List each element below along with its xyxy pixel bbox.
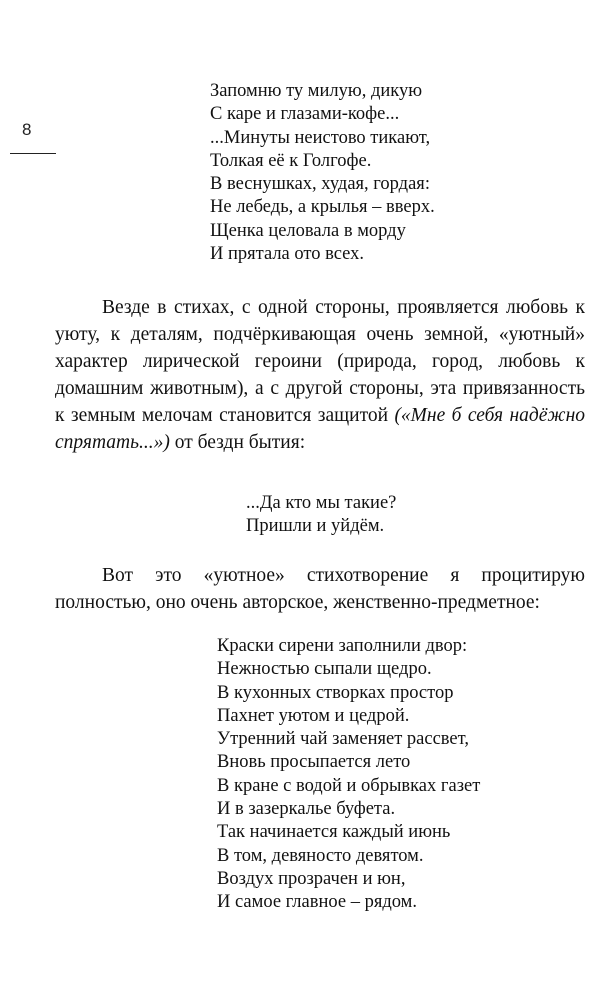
verse-line: С каре и глазами-кофе...: [210, 104, 400, 125]
body-paragraph-2: Вот это «уютное» стихотворение я процитирую полностью, оно очень авторское, женственно-предметное:: [55, 565, 585, 613]
verse-line: В том, девяносто девятом.: [217, 845, 424, 866]
verse-line: Так начинается каждый июнь: [217, 822, 451, 843]
verse-line: Вновь просыпается лето: [217, 752, 411, 773]
verse-line: Нежностью сыпали щедро.: [217, 659, 432, 680]
verse-line: В кухонных створках простор: [217, 682, 454, 703]
verse-line: ...Да кто мы такие?: [246, 493, 397, 513]
verse-line: Утренний чай заменяет рассвет,: [217, 729, 469, 750]
verse-line: Пришли и уйдём.: [246, 516, 385, 537]
paragraph-text: Везде в стихах, с одной стороны, проявляется любовь к уюту, к деталям, подчёркивающая очень земной, «уютный» характер лирической героини (природа, город, любовь к домашним животным), а с другой стороны, эта привязанность к земным мелочам становится защитой: [55, 297, 585, 426]
verse-line: Запомню ту милую, дикую: [210, 81, 423, 101]
verse-line: И самое главное – рядом.: [217, 892, 417, 913]
poem-full-text: [217, 635, 480, 915]
verse-line: Пахнет уютом и цедрой.: [217, 705, 410, 726]
page-number: 8: [22, 120, 32, 139]
verse-line: В веснушках, худая, гордая:: [210, 174, 430, 195]
paragraph-text: от бездн бытия:: [169, 432, 306, 453]
poem-excerpt-1: [210, 80, 435, 266]
verse-line: Краски сирени заполнили двор:: [217, 636, 468, 656]
verse-line: Толкая её к Голгофе.: [210, 150, 372, 171]
verse-line: ...Минуты неистово тикают,: [210, 127, 431, 148]
body-paragraph-1: [55, 294, 585, 456]
inline-quote: («Мне б себя надёжно спрятать...»): [55, 405, 585, 453]
verse-line: И в зазеркалье буфета.: [217, 799, 396, 820]
verse-line: В кране с водой и обрывках газет: [217, 775, 481, 796]
verse-line: Не лебедь, а крылья – вверх.: [210, 197, 435, 218]
verse-line: Щенка целовала в морду: [210, 220, 406, 241]
poem-excerpt-2: [246, 492, 396, 539]
page-number-rule: [10, 153, 56, 154]
verse-line: И прятала ото всех.: [210, 244, 365, 265]
verse-line: Воздух прозрачен и юн,: [217, 868, 406, 889]
